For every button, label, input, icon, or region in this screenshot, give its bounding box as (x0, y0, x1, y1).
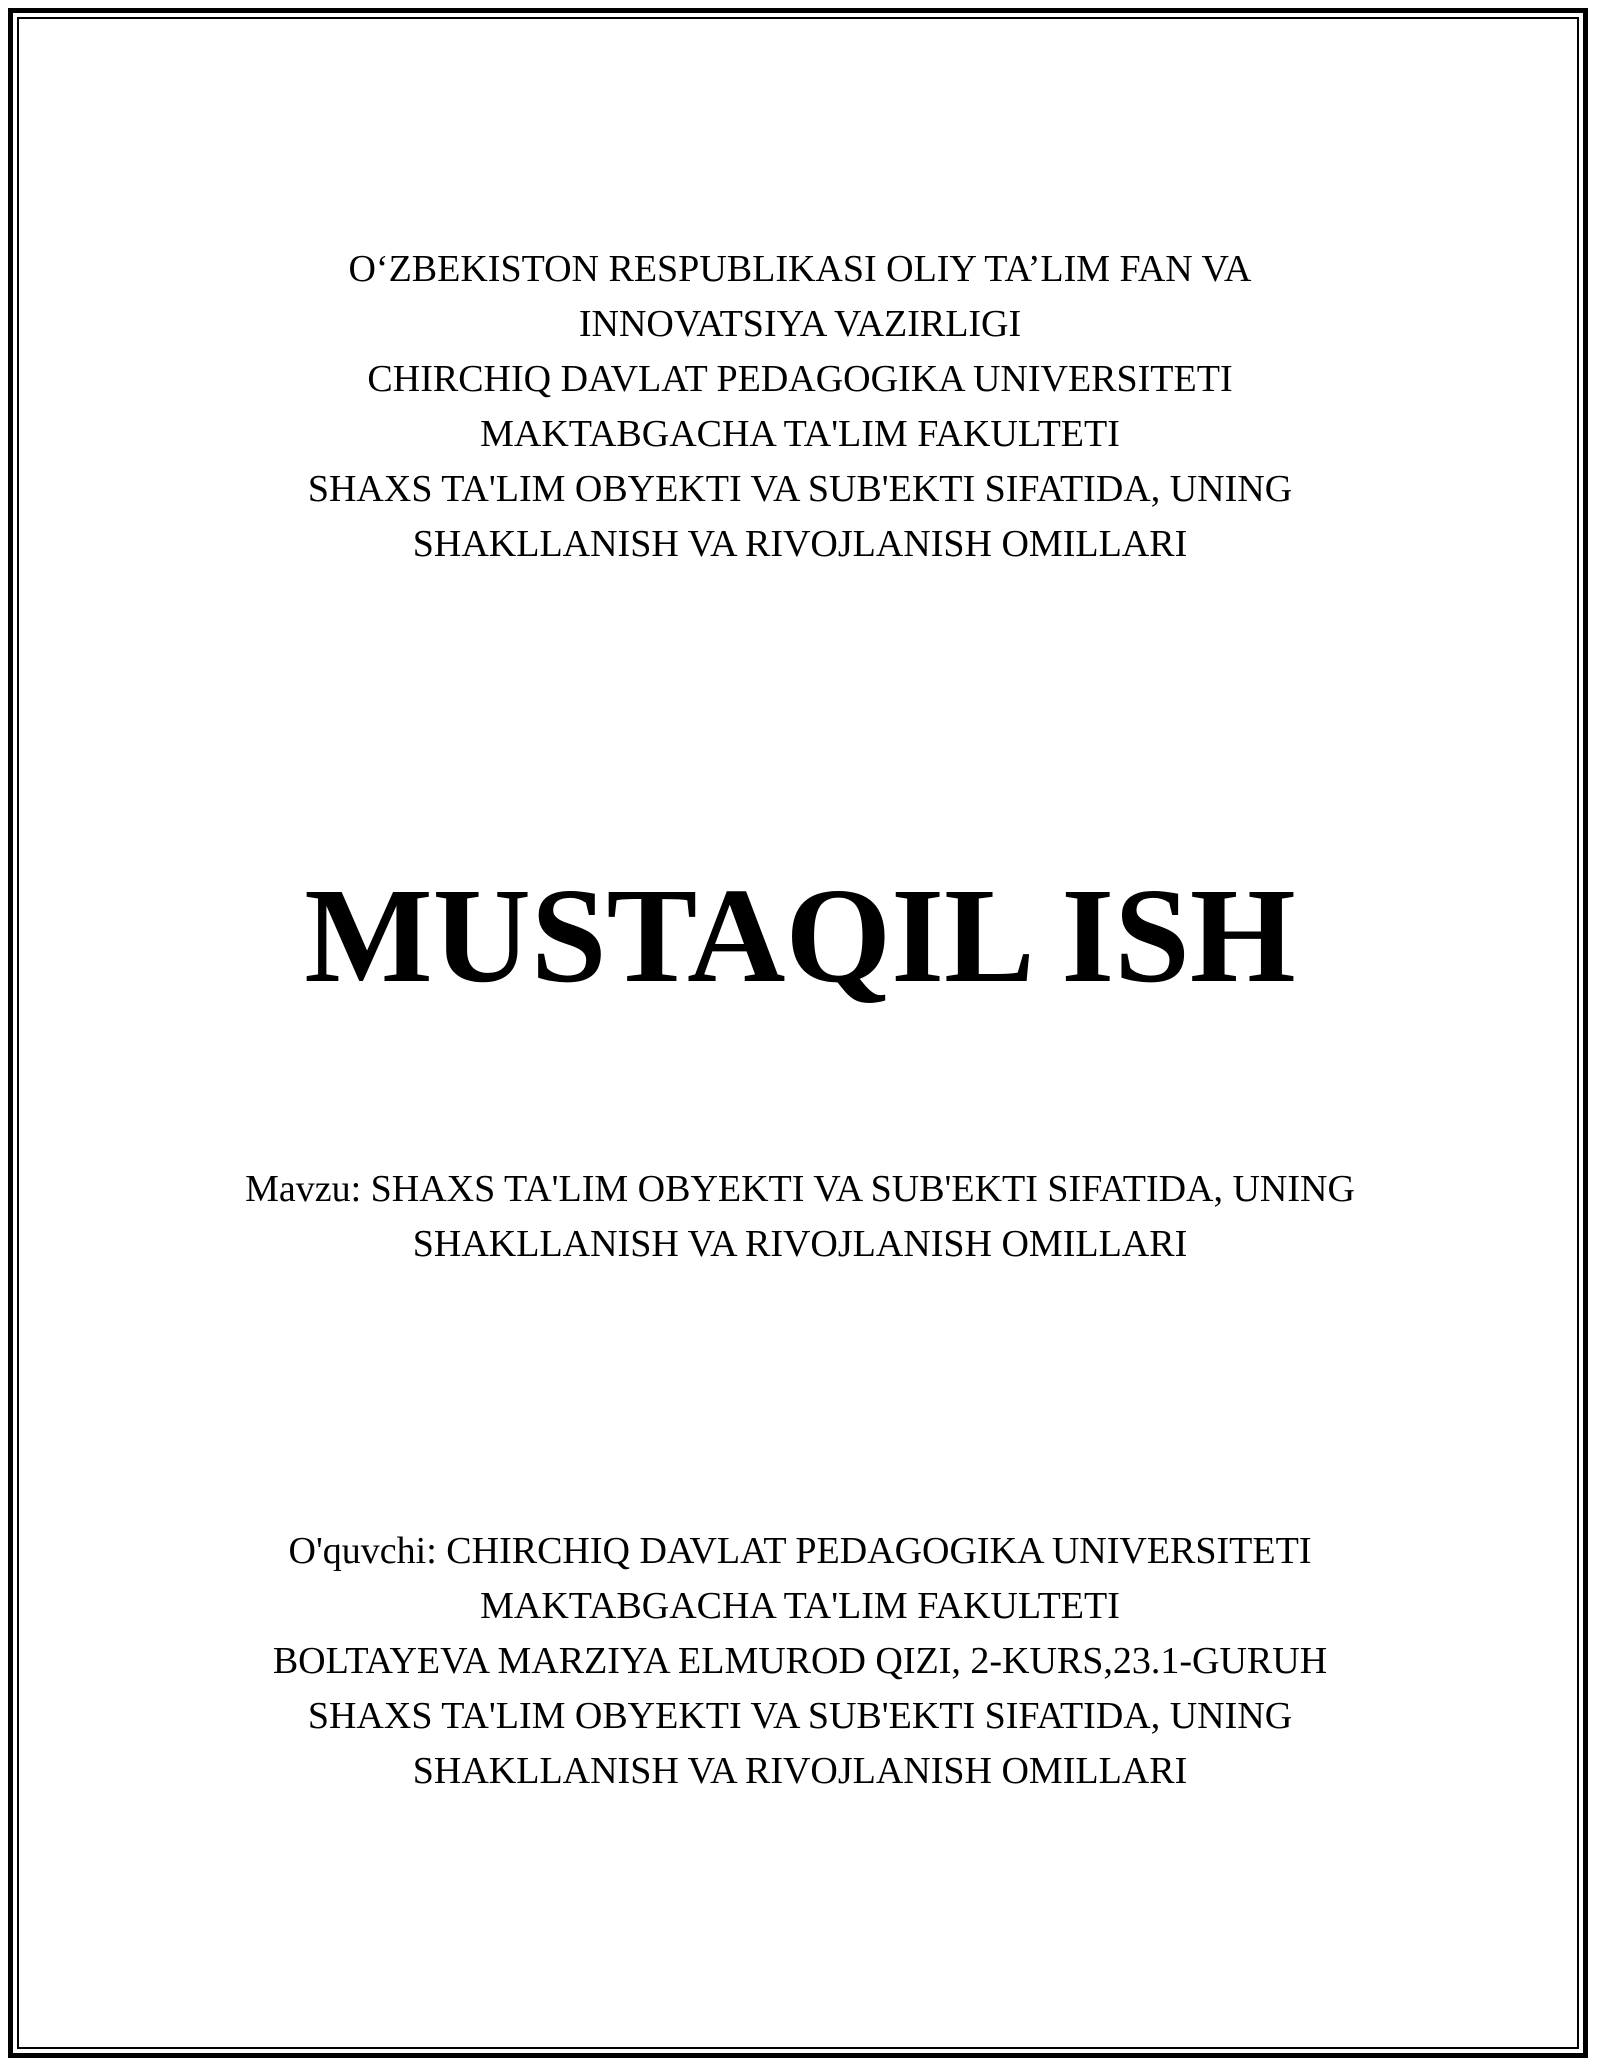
student-line: SHAKLLANISH VA RIVOJLANISH OMILLARI (412, 1750, 1188, 1792)
header-line: O‘ZBEKISTON RESPUBLIKASI OLIY TA’LIM FAN VA (348, 248, 1252, 290)
header-line: CHIRCHIQ DAVLAT PEDAGOGIKA UNIVERSITETI (367, 358, 1233, 400)
header-line: SHAKLLANISH VA RIVOJLANISH OMILLARI (412, 523, 1188, 565)
student-line: O'quvchi: CHIRCHIQ DAVLAT PEDAGOGIKA UNIVERSITETI (288, 1530, 1312, 1572)
student-info-block (0, 1524, 1600, 1799)
student-line: SHAXS TA'LIM OBYEKTI VA SUB'EKTI SIFATIDA, UNING (307, 1695, 1293, 1737)
student-line: MAKTABGACHA TA'LIM FAKULTETI (480, 1585, 1120, 1627)
topic-block (0, 1162, 1600, 1272)
institution-header (0, 242, 1600, 572)
topic-line: Mavzu: SHAXS TA'LIM OBYEKTI VA SUB'EKTI SIFATIDA, UNING (245, 1168, 1355, 1210)
document-title-block (0, 856, 1600, 1016)
header-line: SHAXS TA'LIM OBYEKTI VA SUB'EKTI SIFATIDA, UNING (307, 468, 1293, 510)
topic-line: SHAKLLANISH VA RIVOJLANISH OMILLARI (412, 1223, 1188, 1265)
document-title: MUSTAQIL ISH (304, 861, 1296, 1011)
header-line: MAKTABGACHA TA'LIM FAKULTETI (480, 413, 1120, 455)
student-line: BOLTAYEVA MARZIYA ELMUROD QIZI, 2-KURS,23.1-GURUH (272, 1640, 1328, 1682)
header-line: INNOVATSIYA VAZIRLIGI (578, 303, 1022, 345)
